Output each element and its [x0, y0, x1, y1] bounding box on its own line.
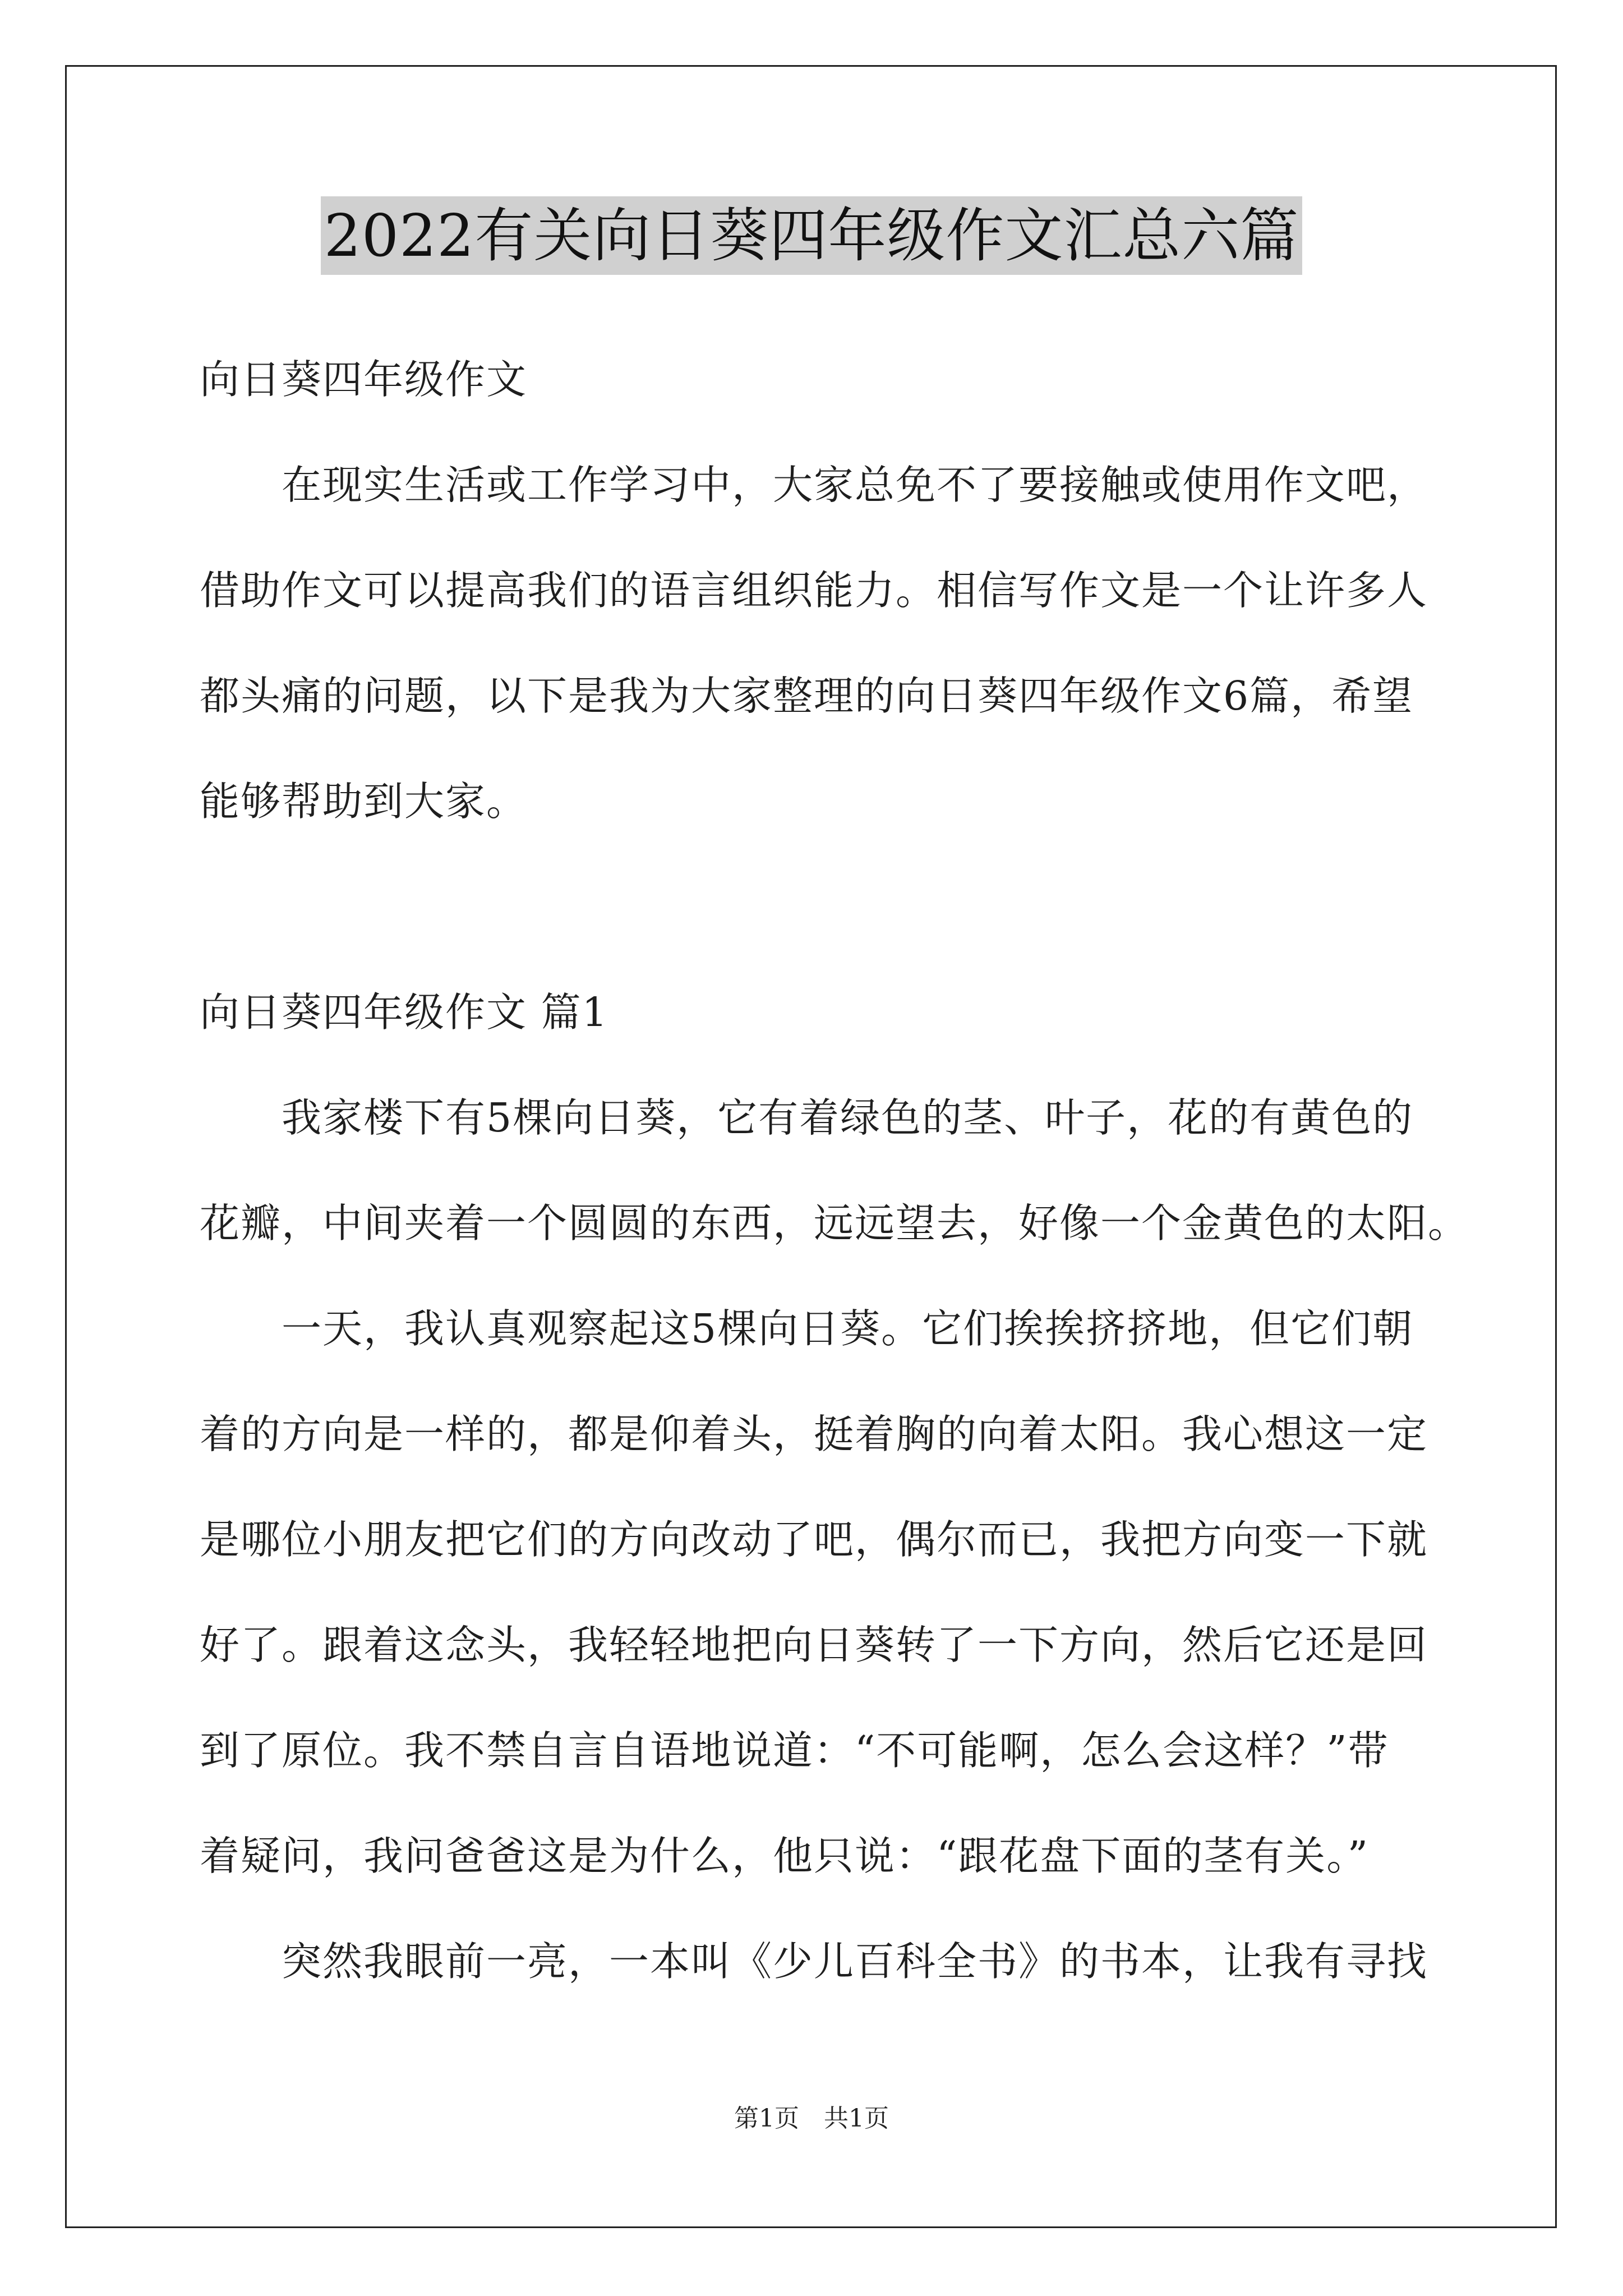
body-paragraph-line: 着疑问，我问爸爸这是为什么，他只说：“跟花盘下面的茎有关。” [200, 1833, 1370, 1879]
body-paragraph-line: 是哪位小朋友把它们的方向改动了吧，偶尔而已，我把方向变一下就 [200, 1516, 1428, 1563]
body-paragraph-line: 我家楼下有5棵向日葵，它有着绿色的茎、叶子，花的有黄色的 [282, 1094, 1414, 1141]
body-paragraph-line: 到了原位。我不禁自言自语地说道：“不可能啊，怎么会这样？”带 [200, 1727, 1389, 1774]
document-title: 2022有关向日葵四年级作文汇总六篇 [321, 196, 1303, 275]
intro-heading: 向日葵四年级作文 [200, 356, 528, 403]
intro-paragraph-line: 借助作文可以提高我们的语言组织能力。相信写作文是一个让许多人 [200, 567, 1428, 614]
intro-paragraph-line: 都头痛的问题，以下是我为大家整理的向日葵四年级作文6篇，希望 [200, 673, 1414, 719]
section-heading: 向日葵四年级作文 篇1 [200, 989, 608, 1036]
intro-paragraph-line: 在现实生活或工作学习中，大家总免不了要接触或使用作文吧， [282, 462, 1428, 508]
body-paragraph-line: 着的方向是一样的，都是仰着头，挺着胸的向着太阳。我心想这一定 [200, 1411, 1428, 1457]
body-paragraph-line: 花瓣，中间夹着一个圆圆的东西，远远望去，好像一个金黄色的太阳。 [200, 1200, 1469, 1246]
intro-paragraph-line: 能够帮助到大家。 [200, 778, 528, 825]
body-paragraph-line: 一天，我认真观察起这5棵向日葵。它们挨挨挤挤地，但它们朝 [282, 1305, 1414, 1352]
body-paragraph-line: 好了。跟着这念头，我轻轻地把向日葵转了一下方向，然后它还是回 [200, 1622, 1428, 1668]
body-paragraph-line: 突然我眼前一亮，一本叫《少儿百科全书》的书本，让我有寻找 [282, 1938, 1428, 1985]
page-footer: 第1页 共1页 [734, 2104, 889, 2133]
title-container [0, 196, 1623, 275]
